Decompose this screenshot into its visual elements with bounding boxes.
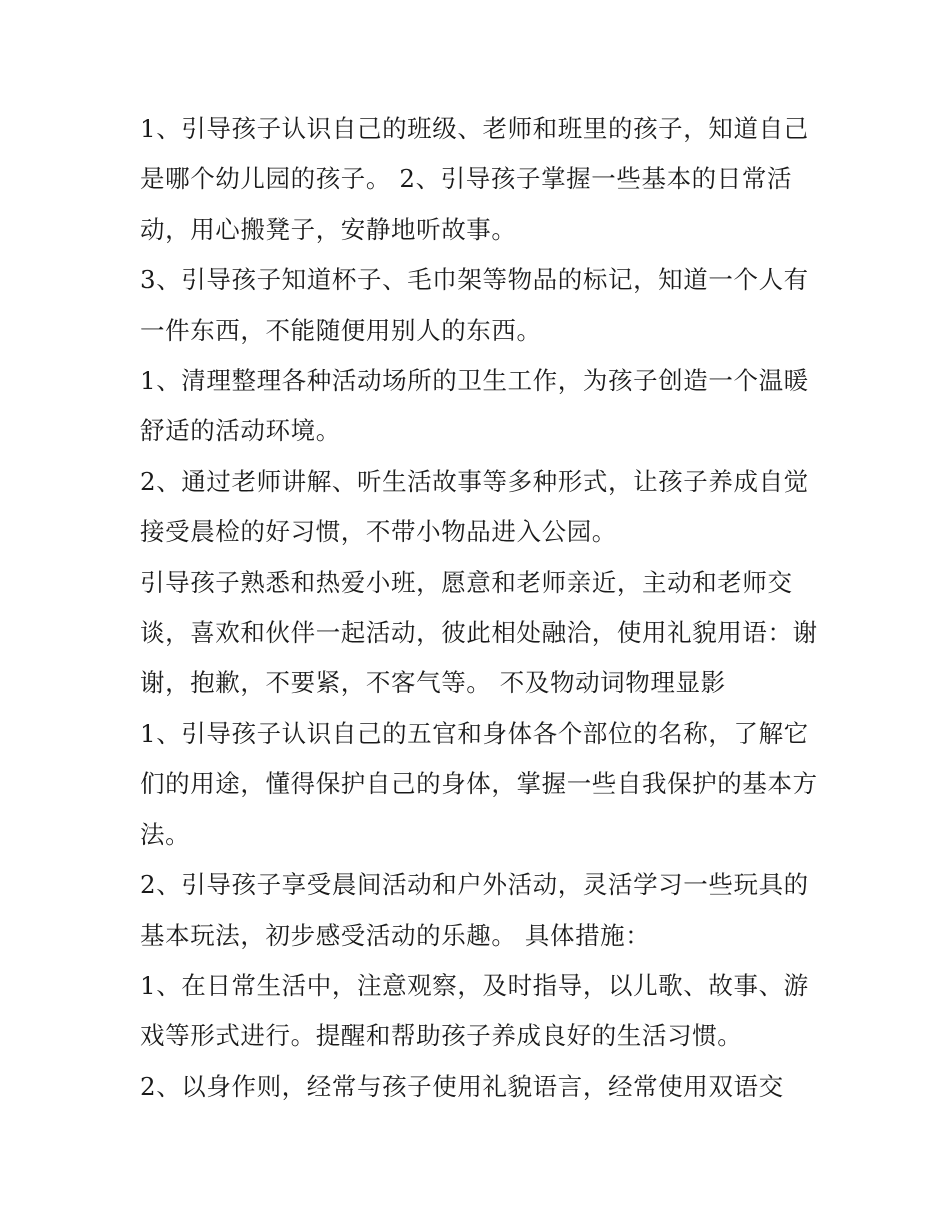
paragraph: 2、以身作则，经常与孩子使用礼貌语言，经常使用双语交 [140,1071,784,1101]
paragraph: 3、引导孩子知道杯子、毛巾架等物品的标记，知道一个人有一件东西，不能随便用别人的东西。 [140,265,809,345]
paragraph: 引导孩子熟悉和热爱小班，愿意和老师亲近，主动和老师交谈，喜欢和伙伴一起活动，彼此相处融洽，使用礼貌用语：谢谢，抱歉，不要紧，不客气等。 不及物动词物理显影 [140,567,818,698]
paragraph: 1、引导孩子认识自己的班级、老师和班里的孩子，知道自己是哪个幼儿园的孩子。 2、引导孩子掌握一些基本的日常活动，用心搬凳子，安静地听故事。 [140,114,809,244]
paragraph: 1、在日常生活中，注意观察，及时指导，以儿歌、故事、游戏等形式进行。提醒和帮助孩子养成良好的生活习惯。 [140,970,809,1051]
paragraph: 2、引导孩子享受晨间活动和户外活动，灵活学习一些玩具的基本玩法，初步感受活动的乐趣。 具体措施： [140,870,809,950]
document-body [140,104,820,1112]
paragraph: 1、引导孩子认识自己的五官和身体各个部位的名称，了解它们的用途，懂得保护自己的身体，掌握一些自我保护的基本方法。 [140,718,818,849]
paragraph: 1、清理整理各种活动场所的卫生工作，为孩子创造一个温暖舒适的活动环境。 [140,366,809,446]
paragraph: 2、通过老师讲解、听生活故事等多种形式，让孩子养成自觉接受晨检的好习惯，不带小物品进入公园。 [140,466,809,547]
